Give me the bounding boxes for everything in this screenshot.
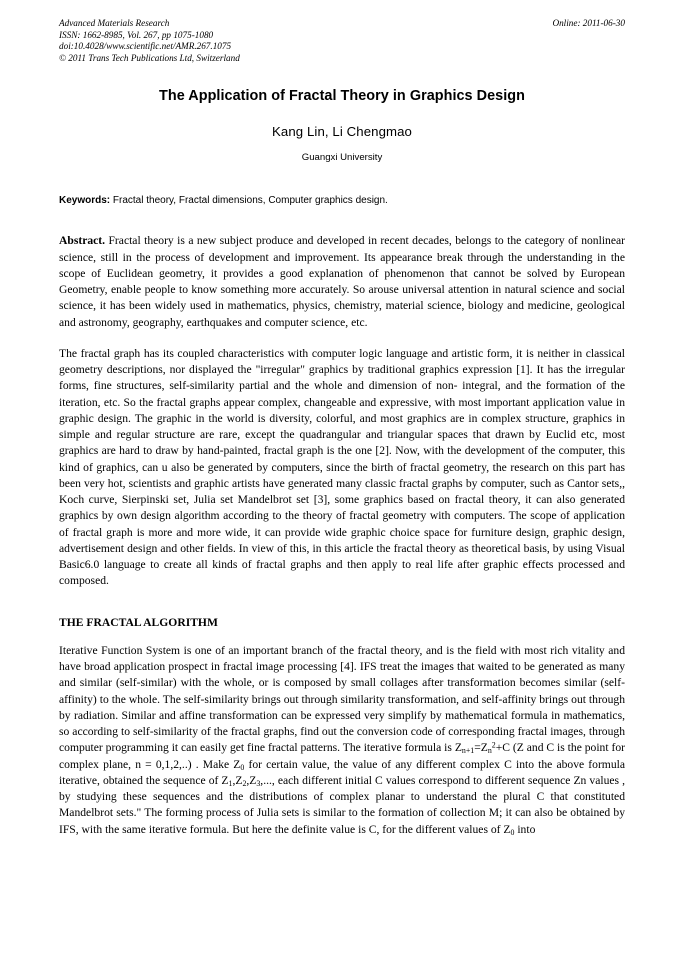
formula-sub-n-plus-1: n+1 bbox=[461, 746, 475, 756]
z0-subscript-end: 0 bbox=[510, 827, 515, 837]
z0-subscript: 0 bbox=[240, 762, 245, 772]
seq-subscript-1: 1 bbox=[228, 779, 233, 789]
formula-sup-2: 2 bbox=[491, 740, 496, 750]
formula-plus-c: +C bbox=[495, 741, 511, 755]
formula-sub-n: n bbox=[487, 746, 492, 756]
author-list: Kang Lin, Li Chengmao bbox=[272, 124, 412, 140]
masthead bbox=[59, 18, 625, 64]
seq-subscript-2: 2 bbox=[242, 779, 247, 789]
abstract-paragraph bbox=[59, 233, 625, 331]
masthead-online-date: Online: 2011-06-30 bbox=[552, 18, 625, 28]
iterative-formula bbox=[455, 741, 510, 754]
masthead-issn: ISSN: 1662-8985, Vol. 267, pp 1075-1080 bbox=[59, 29, 214, 40]
page-title: The Application of Fractal Theory in Graphics Design bbox=[159, 88, 525, 105]
seq-separator-2: ,Z bbox=[246, 773, 257, 787]
abstract-text: Fractal theory is a new subject produce and developed in recent decades, belongs to the category of nonlinear science, still in the process of development and improvement. Its appearance break through the understanding in the scope of Euclidean geometry, it provides a good explanation of phenomenon that cannot be solved by European Geometry, enable people to know something more accurately. So arouse universal attention in natural science and social science, it has been widely used in mathematics, physics, chemistry, material science, biology and medicine, geological and astronomy, geography, earthquakes and computer science, etc. bbox=[59, 234, 625, 329]
masthead-journal: Advanced Materials Research bbox=[59, 18, 170, 28]
section-paragraph bbox=[59, 643, 625, 838]
section-heading: THE FRACTAL ALGORITHM bbox=[59, 615, 218, 629]
seq-separator-1: ,Z bbox=[232, 773, 243, 787]
page-content bbox=[59, 18, 625, 838]
keywords-line bbox=[59, 194, 625, 207]
section-text-part1: Iterative Function System is one of an important branch of the fractal theory, and is the field with most rich vitality and have broad application prospect in fractal image processing [4]. IFS treat the images that waited to be generated as many and similar (self-similar) with the whole, or is composed by small collages after transformation becomes similar (self-affinity) to the whole. The self-similarity brings out through similarity transformation, and self-affinity brings out through by radiation. Similar and affine transformation can be expressed very simplify by mathematical formula in mathematics, so according to self-similarity of the fractal graphs, find out the conversion code of corresponding fractal images, through computer programming it can easily get fine fractal patterns. The iterative formula is bbox=[59, 643, 625, 755]
masthead-copyright: © 2011 Trans Tech Publications Ltd, Switzerland bbox=[59, 52, 240, 63]
affiliation: Guangxi University bbox=[301, 152, 383, 164]
formula-equals-z: =Z bbox=[474, 741, 488, 755]
section-text-part4: into bbox=[514, 822, 536, 836]
section-text-part2b: for certain value, the value of any different complex C into the above formula iterative, obtained the sequence of Z bbox=[59, 757, 625, 787]
formula-z: Z bbox=[454, 741, 462, 755]
keywords-value: Fractal theory, Fractal dimensions, Computer graphics design. bbox=[110, 195, 388, 207]
intro-paragraph: The fractal graph has its coupled characteristics with computer logic language and artistic form, it is neither in classical geometry descriptions, nor displayed the "irregular" graphics by traditional graphics expression [1]. It has the irregular forms, fine structures, self-similarity partial and the whole and dimension of non- integral, and the formation of the iteration, etc. So the fractal graphs appear complex, changeable and expressive, with most important application value in graphic design. The graphic in the world is diversity, colorful, and most graphics are in complex structure, graphics in simple and regular structure are rare, except the quadrangular and triangular spaces that drawn by Euclid etc, most graphics are hard to draw by hand-painted, fractal graph is the one [2]. Now, with the development of the computer, this kind of graphics, can u also be generated by computers, since the birth of fractal geometry, the research on this part has been very hot, scientists and graphic artists have generated many classic fractal graphs by computer, such as Cantor sets,, Koch curve, Sierpinski set, Julia set Mandelbrot set [3], some graphics based on fractal theory, it can also generated graphics by own design algorithm according to the theory of fractal geometry with computers. The scope of application of fractal graph is more and more wide, it can provide wide graphic choice space for furniture design, graphic design, advertisement design and other fields. In view of this, in this article the fractal theory as theoretical basis, by using Visual Basic6.0 language to create all kinds of fractal graphs and then apply to real life after graphic effects processed and composed. bbox=[59, 346, 625, 588]
section-text-part3: ,..., each different initial C values correspond to different sequence Zn values , by studying these sequences and the distributions of complex planar to understand the plural C that constituted Mandelbrot sets." The forming process of Julia sets is similar to the formation of collection M; it can also be obtained by IFS, with the same iterative formula. But here the definite value is C, for the different values of Z bbox=[59, 773, 625, 836]
keywords-label: Keywords: bbox=[59, 195, 111, 207]
masthead-doi: doi:10.4028/www.scientific.net/AMR.267.1075 bbox=[59, 41, 232, 52]
abstract-label: Abstract. bbox=[59, 234, 106, 248]
section-text-part2a: (Z and C is the point for complex plane, n = 0,1,2,..) . Make Z bbox=[59, 741, 625, 771]
seq-subscript-3: 3 bbox=[256, 779, 261, 789]
